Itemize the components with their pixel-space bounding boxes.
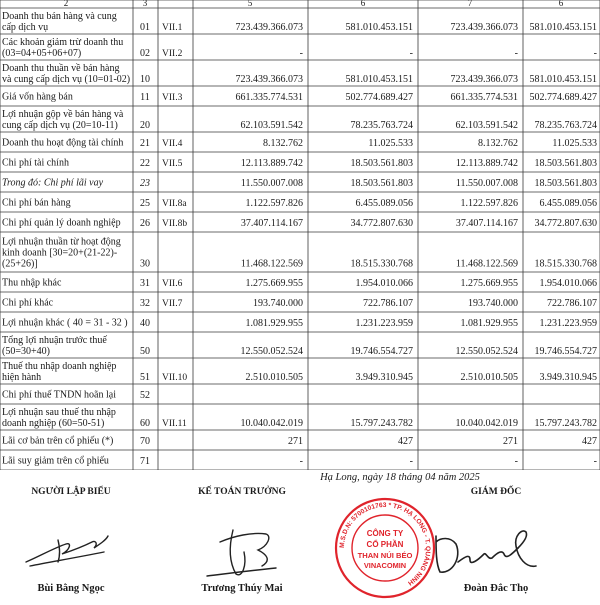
- value-current-cumulative: 11.550.007.008: [455, 178, 518, 189]
- row-label: Lợi nhuận khác ( 40 = 31 - 32 ): [2, 317, 128, 329]
- row-label: Doanh thu thuần về bán hàng: [2, 63, 120, 74]
- director-title: GIÁM ĐỐC: [470, 487, 522, 497]
- value-prior-cumulative: -: [593, 456, 597, 467]
- table-row: [2, 198, 597, 210]
- value-prior-period: 11.025.533: [368, 138, 413, 149]
- value-prior-period: 502.774.689.427: [345, 92, 413, 103]
- company-stamp: [336, 499, 434, 597]
- row-note: VII.4: [162, 139, 183, 149]
- value-prior-cumulative: 1.231.223.959: [539, 318, 597, 329]
- row-code: 26: [140, 218, 150, 229]
- value-current-cumulative: 1.122.597.826: [460, 198, 518, 209]
- column-number: 2: [63, 0, 69, 8]
- column-number: 3: [142, 0, 148, 8]
- row-code: 70: [140, 436, 150, 447]
- row-note: VII.2: [162, 49, 183, 59]
- value-current-cumulative: 2.510.010.505: [460, 372, 518, 383]
- table-row: [2, 138, 597, 150]
- row-note: VII.11: [162, 419, 187, 429]
- row-label: Doanh thu bán hàng và cung: [2, 11, 117, 22]
- value-prior-cumulative: 6.455.089.056: [539, 198, 597, 209]
- row-code: 11: [140, 92, 150, 103]
- value-current-period: 11.468.122.569: [240, 258, 303, 270]
- value-current-cumulative: -: [514, 48, 518, 59]
- table-row: [2, 436, 597, 448]
- stamp-ring-text: M.S.D.N: 5700101763 * TP. HẠ LONG - T. QUẢNG NINH: [338, 501, 432, 587]
- table-row: [2, 92, 597, 104]
- row-code: 51: [140, 372, 150, 383]
- row-code: 01: [140, 22, 150, 33]
- row-code: 21: [140, 138, 150, 149]
- value-current-cumulative: 37.407.114.167: [455, 218, 518, 229]
- row-code: 40: [140, 318, 150, 329]
- value-prior-period: 78.235.763.724: [350, 120, 413, 131]
- value-current-period: 12.113.889.742: [240, 158, 303, 169]
- value-prior-cumulative: 581.010.453.151: [529, 22, 597, 33]
- value-prior-period: 18.515.330.768: [350, 258, 413, 270]
- row-label: hiện hành: [2, 372, 42, 383]
- row-code: 02: [140, 48, 150, 59]
- row-label: Chi phí khác: [2, 297, 54, 309]
- value-current-cumulative: 11.468.122.569: [455, 258, 518, 270]
- value-current-period: 62.103.591.542: [240, 120, 303, 131]
- value-current-cumulative: 193.740.000: [468, 298, 518, 309]
- value-current-cumulative: 723.439.366.073: [450, 74, 518, 85]
- table-row: [2, 11, 597, 33]
- value-current-period: -: [299, 456, 303, 467]
- value-current-period: -: [299, 48, 303, 59]
- row-code: 23: [140, 178, 150, 189]
- value-current-cumulative: 8.132.762: [478, 138, 518, 149]
- value-prior-period: 581.010.453.151: [345, 22, 413, 33]
- value-prior-period: 6.455.089.056: [355, 198, 413, 209]
- table-row: [2, 109, 597, 131]
- director-signature: [436, 531, 536, 572]
- preparer-title: NGƯỜI LẬP BIỂU: [31, 487, 111, 497]
- value-prior-period: 18.503.561.803: [350, 178, 413, 189]
- value-prior-period: 1.954.010.066: [355, 278, 413, 289]
- place-date: Hạ Long, ngày 18 tháng 04 năm 2025: [320, 472, 480, 483]
- row-label: Doanh thu hoạt động tài chính: [2, 137, 124, 149]
- row-note: VII.7: [162, 299, 183, 309]
- value-current-period: 12.550.052.524: [240, 346, 303, 357]
- row-note: VII.3: [162, 93, 183, 103]
- row-label: (25+26)]: [2, 258, 38, 270]
- value-prior-period: 427: [398, 436, 413, 447]
- row-note: VII.5: [162, 159, 183, 169]
- row-code: 25: [140, 198, 150, 209]
- value-current-period: 10.040.042.019: [240, 418, 303, 429]
- stamp-line1: CÔNG TY: [366, 529, 404, 538]
- row-code: 22: [140, 158, 150, 169]
- table-row: [2, 456, 597, 468]
- value-prior-cumulative: 78.235.763.724: [534, 120, 597, 131]
- row-label: doanh nghiệp (60=50-51): [2, 418, 105, 429]
- row-code: 32: [140, 298, 150, 309]
- value-prior-period: 722.786.107: [363, 298, 413, 309]
- table-row: [2, 318, 597, 330]
- row-note: VII.1: [162, 23, 183, 33]
- value-prior-cumulative: 34.772.807.630: [534, 218, 597, 229]
- table-row: [2, 278, 597, 290]
- value-current-cumulative: 1.081.929.955: [460, 318, 518, 329]
- preparer-signature: [26, 536, 108, 566]
- column-number: 6: [558, 0, 564, 8]
- table-row: [2, 63, 597, 85]
- table-row: [2, 390, 150, 402]
- table-row: [2, 298, 597, 310]
- row-label: cung cấp dịch vụ (20=10-11): [2, 120, 118, 131]
- value-current-period: 1.122.597.826: [245, 198, 303, 209]
- value-prior-cumulative: 1.954.010.066: [539, 278, 597, 289]
- table-row: [2, 158, 597, 170]
- row-label: Lợi nhuận sau thuế thu nhập: [2, 407, 116, 418]
- value-prior-cumulative: 3.949.310.945: [539, 372, 597, 383]
- signature-block: [0, 470, 600, 600]
- value-prior-cumulative: 722.786.107: [547, 298, 597, 309]
- value-prior-period: 581.010.453.151: [345, 74, 413, 85]
- table-row: [2, 37, 597, 59]
- accountant-title: KẾ TOÁN TRƯỞNG: [198, 487, 286, 497]
- row-code: 10: [140, 74, 150, 85]
- value-current-cumulative: 1.275.669.955: [460, 278, 518, 289]
- row-label: Các khoản giảm trừ doanh thu: [2, 37, 124, 48]
- value-current-cumulative: 10.040.042.019: [455, 418, 518, 429]
- value-prior-period: -: [409, 456, 413, 467]
- row-code: 20: [140, 120, 150, 131]
- value-current-period: 37.407.114.167: [240, 218, 303, 229]
- row-label: Lãi cơ bản trên cổ phiếu (*): [2, 435, 114, 447]
- director-name: Đoàn Đắc Thọ: [463, 583, 529, 594]
- row-label: (03=04+05+06+07): [2, 48, 82, 59]
- value-current-cumulative: 271: [503, 436, 518, 447]
- value-current-cumulative: 12.550.052.524: [455, 346, 518, 357]
- row-label: Lợi nhuận thuần từ hoạt động: [2, 236, 121, 248]
- row-label: Thu nhập khác: [2, 277, 62, 289]
- value-prior-cumulative: -: [593, 48, 597, 59]
- preparer-name: Bùi Bằng Ngọc: [37, 583, 105, 594]
- value-prior-period: 19.746.554.727: [350, 346, 413, 357]
- row-code: 60: [140, 418, 150, 429]
- value-prior-cumulative: 502.774.689.427: [529, 92, 597, 103]
- table-row: [2, 335, 597, 357]
- table-row: [2, 178, 597, 190]
- row-label: Chi phí quản lý doanh nghiệp: [2, 217, 121, 229]
- value-prior-cumulative: 18.503.561.803: [534, 178, 597, 189]
- accountant-signature: [207, 530, 276, 576]
- value-prior-period: 1.231.223.959: [355, 318, 413, 329]
- value-prior-cumulative: 18.515.330.768: [534, 258, 597, 270]
- value-current-period: 11.550.007.008: [240, 178, 303, 189]
- stamp-line3: THAN NÚI BÉO: [357, 551, 413, 560]
- row-label: Chi phí tài chính: [2, 157, 69, 169]
- value-current-period: 2.510.010.505: [245, 372, 303, 383]
- value-prior-cumulative: 15.797.243.782: [534, 418, 597, 429]
- row-label: Lợi nhuận gộp về bán hàng và: [2, 109, 124, 120]
- row-label: Chi phí bán hàng: [2, 197, 71, 209]
- row-code: 31: [140, 278, 150, 289]
- stamp-line4: VINACOMIN: [363, 561, 407, 570]
- row-label: Tổng lợi nhuận trước thuế: [2, 335, 107, 346]
- column-number: 6: [360, 0, 366, 8]
- value-prior-period: 34.772.807.630: [350, 218, 413, 229]
- row-label: (50=30+40): [2, 346, 50, 357]
- value-prior-cumulative: 11.025.533: [552, 138, 597, 149]
- row-label: Trong đó: Chi phí lãi vay: [2, 177, 104, 189]
- value-prior-cumulative: 18.503.561.803: [534, 158, 597, 169]
- value-current-cumulative: -: [514, 456, 518, 467]
- value-prior-cumulative: 427: [582, 436, 597, 447]
- value-current-period: 1.081.929.955: [245, 318, 303, 329]
- table-row: [2, 407, 597, 429]
- row-label: và cung cấp dịch vụ (10=01-02): [2, 74, 131, 85]
- value-current-period: 271: [288, 436, 303, 447]
- value-prior-period: 15.797.243.782: [350, 418, 413, 429]
- row-label: Giá vốn hàng bán: [2, 91, 73, 103]
- row-note: VII.8a: [162, 199, 187, 209]
- row-note: VII.10: [162, 373, 188, 383]
- row-label: kinh doanh [30=20+(21-22)-: [2, 247, 118, 259]
- table-row: [2, 237, 597, 270]
- value-prior-period: -: [409, 48, 413, 59]
- row-label: Chi phí thuế TNDN hoãn lại: [2, 389, 116, 401]
- value-current-period: 723.439.366.073: [235, 22, 303, 33]
- value-current-cumulative: 62.103.591.542: [455, 120, 518, 131]
- value-current-cumulative: 661.335.774.531: [450, 92, 518, 103]
- row-label: cấp dịch vụ: [2, 22, 49, 33]
- value-prior-period: 18.503.561.803: [350, 158, 413, 169]
- column-number: 7: [467, 0, 473, 8]
- accountant-name: Trương Thúy Mai: [201, 583, 283, 594]
- row-label: Thuế thu nhập doanh nghiệp: [2, 361, 117, 372]
- table-row: [2, 361, 597, 383]
- row-code: 52: [140, 390, 150, 401]
- row-note: VII.6: [162, 279, 183, 289]
- value-current-period: 723.439.366.073: [235, 74, 303, 85]
- column-number: 5: [247, 0, 253, 8]
- value-prior-period: 3.949.310.945: [355, 372, 413, 383]
- row-code: 30: [140, 258, 150, 270]
- value-current-period: 8.132.762: [263, 138, 303, 149]
- row-code: 50: [140, 346, 150, 357]
- value-current-period: 193.740.000: [253, 298, 303, 309]
- row-label: Lãi suy giảm trên cổ phiếu: [2, 455, 109, 467]
- value-prior-cumulative: 581.010.453.151: [529, 74, 597, 85]
- value-prior-cumulative: 19.746.554.727: [534, 346, 597, 357]
- table-row: [2, 218, 597, 230]
- value-current-cumulative: 12.113.889.742: [455, 158, 518, 169]
- value-current-cumulative: 723.439.366.073: [450, 22, 518, 33]
- signature-section: [0, 470, 600, 600]
- row-code: 71: [140, 456, 150, 467]
- row-note: VII.8b: [162, 219, 188, 229]
- value-current-period: 1.275.669.955: [245, 278, 303, 289]
- stamp-line2: CỔ PHẦN: [366, 540, 404, 549]
- value-current-period: 661.335.774.531: [235, 92, 303, 103]
